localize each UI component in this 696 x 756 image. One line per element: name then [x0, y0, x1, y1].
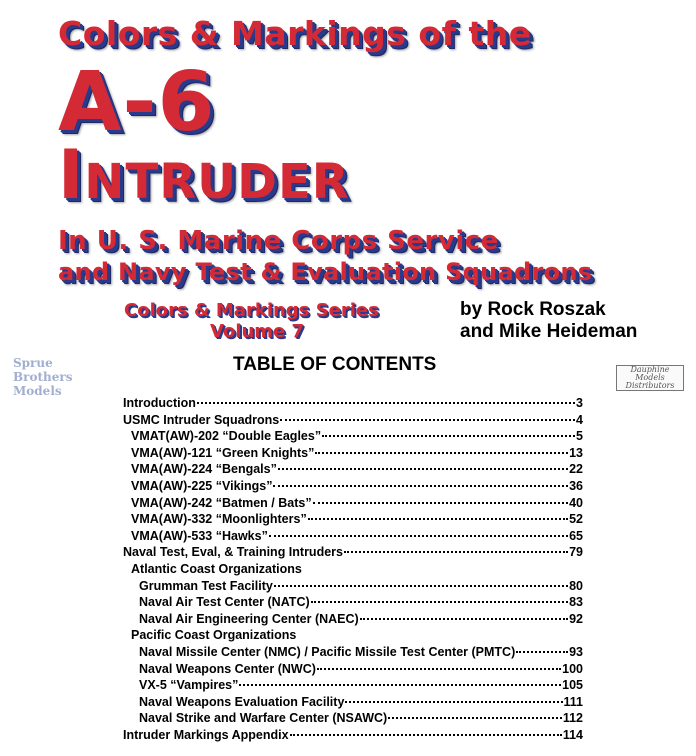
- toc-entry-label: Naval Air Test Center (NATC): [139, 595, 310, 610]
- toc-entry-label: Atlantic Coast Organizations: [131, 561, 302, 576]
- series-volume: Volume 7: [210, 321, 305, 342]
- toc-leader-dots: [360, 618, 568, 620]
- toc-entry-label: Naval Missile Center (NMC) / Pacific Missile Test Center (PMTC): [139, 644, 516, 659]
- table-of-contents: [123, 395, 583, 743]
- toc-entry-label: VMA(AW)-121 “Green Knights”: [131, 445, 315, 460]
- toc-leader-dots: [317, 668, 561, 670]
- toc-entry-page: 4: [576, 412, 583, 427]
- toc-entry-label: Introduction: [123, 396, 196, 410]
- toc-leader-dots: [315, 452, 568, 454]
- toc-entry: [123, 495, 583, 512]
- toc-leader-dots: [278, 468, 568, 470]
- toc-entry-page: 52: [569, 512, 583, 527]
- toc-leader-dots: [197, 402, 575, 404]
- toc-section-heading: [123, 561, 583, 578]
- toc-entry-page: 93: [569, 644, 583, 659]
- toc-entry: [123, 710, 583, 727]
- toc-leader-dots: [269, 535, 568, 537]
- toc-entry-page: 79: [569, 545, 583, 560]
- toc-entry-page: 65: [569, 528, 583, 543]
- watermark-logo: [13, 356, 81, 400]
- toc-entry-label: VX-5 “Vampires”: [139, 678, 239, 693]
- watermark-line: Sprue: [13, 356, 53, 370]
- toc-entry: [123, 511, 583, 528]
- toc-leader-dots: [313, 502, 569, 504]
- toc-entry: [123, 661, 583, 678]
- toc-entry-page: 40: [569, 495, 583, 510]
- toc-entry-label: VMA(AW)-332 “Moonlighters”: [131, 512, 307, 527]
- subtitle-line-2: and Navy Test & Evaluation Squadrons: [58, 258, 593, 286]
- toc-entry-label: Naval Air Engineering Center (NAEC): [139, 611, 359, 626]
- toc-entry-label: VMA(AW)-224 “Bengals”: [131, 462, 277, 477]
- title-line-1: Colors & Markings of the: [58, 14, 532, 53]
- toc-heading: TABLE OF CONTENTS: [233, 354, 437, 375]
- toc-entry: [123, 461, 583, 478]
- toc-leader-dots: [308, 518, 568, 520]
- toc-entry: [123, 677, 583, 694]
- toc-leader-dots: [388, 717, 562, 719]
- toc-leader-dots: [274, 585, 568, 587]
- toc-entry: [123, 578, 583, 595]
- toc-entry: [123, 412, 583, 429]
- series-name: Colors & Markings Series: [124, 300, 379, 321]
- toc-entry-label: Naval Weapons Center (NWC): [139, 661, 316, 676]
- toc-entry: [123, 727, 583, 744]
- title-name: Intruder: [58, 136, 350, 215]
- toc-leader-dots: [290, 734, 562, 736]
- distributor-logo-line: Models: [635, 373, 665, 382]
- toc-entry-page: 92: [569, 611, 583, 626]
- title-aircraft: A-6: [58, 55, 216, 150]
- author-line-1: by Rock Roszak: [460, 299, 606, 320]
- toc-leader-dots: [322, 435, 575, 437]
- toc-leader-dots: [516, 651, 568, 653]
- toc-entry-label: Naval Strike and Warfare Center (NSAWC): [139, 711, 388, 726]
- toc-entry: [123, 694, 583, 711]
- toc-entry: [123, 395, 583, 412]
- toc-entry-label: Naval Weapons Evaluation Facility: [139, 694, 345, 709]
- toc-entry-page: 3: [576, 396, 583, 410]
- toc-section-heading: [123, 627, 583, 644]
- toc-entry-label: USMC Intruder Squadrons: [123, 412, 280, 427]
- toc-entry-page: 114: [562, 727, 583, 742]
- toc-leader-dots: [345, 701, 562, 703]
- toc-entry-label: Grumman Test Facility: [139, 578, 273, 593]
- toc-entry-label: VMA(AW)-533 “Hawks”: [131, 528, 268, 543]
- distributor-logo-line: Distributors: [625, 381, 675, 390]
- toc-entry-label: VMA(AW)-225 “Vikings”: [131, 478, 273, 493]
- toc-entry: [123, 644, 583, 661]
- toc-entry-page: 22: [569, 462, 583, 477]
- toc-leader-dots: [273, 485, 568, 487]
- toc-entry: [123, 428, 583, 445]
- subtitle-line-1: In U. S. Marine Corps Service: [58, 226, 499, 256]
- watermark-line: Brothers: [13, 370, 73, 384]
- toc-entry-label: VMAT(AW)-202 “Double Eagles”: [131, 429, 322, 444]
- toc-entry: [123, 594, 583, 611]
- toc-entry-label: Intruder Markings Appendix: [123, 727, 289, 742]
- toc-leader-dots: [311, 601, 568, 603]
- toc-leader-dots: [280, 419, 575, 421]
- toc-entry-page: 105: [562, 678, 583, 693]
- toc-entry: [123, 611, 583, 628]
- toc-entry-page: 112: [562, 711, 583, 726]
- toc-entry-page: 36: [569, 478, 583, 493]
- toc-leader-dots: [239, 684, 561, 686]
- toc-entry-page: 100: [562, 661, 583, 676]
- toc-entry-page: 5: [576, 429, 583, 444]
- toc-entry: [123, 478, 583, 495]
- author-line-2: and Mike Heideman: [460, 321, 638, 342]
- toc-entry-page: 80: [569, 578, 583, 593]
- toc-entry-label: Naval Test, Eval, & Training Intruders: [123, 545, 343, 560]
- watermark-line: Models: [13, 384, 62, 398]
- toc-leader-dots: [344, 551, 568, 553]
- toc-entry-label: Pacific Coast Organizations: [131, 628, 297, 643]
- toc-entry-page: 13: [569, 445, 583, 460]
- distributor-logo: [616, 365, 684, 391]
- distributor-logo-line: Dauphine: [630, 365, 670, 374]
- toc-entry: [123, 445, 583, 462]
- toc-entry-page: 111: [563, 694, 583, 709]
- toc-entry-page: 83: [569, 595, 583, 610]
- toc-entry-label: VMA(AW)-242 “Batmen / Bats”: [131, 495, 312, 510]
- toc-entry: [123, 528, 583, 545]
- toc-entry: [123, 544, 583, 561]
